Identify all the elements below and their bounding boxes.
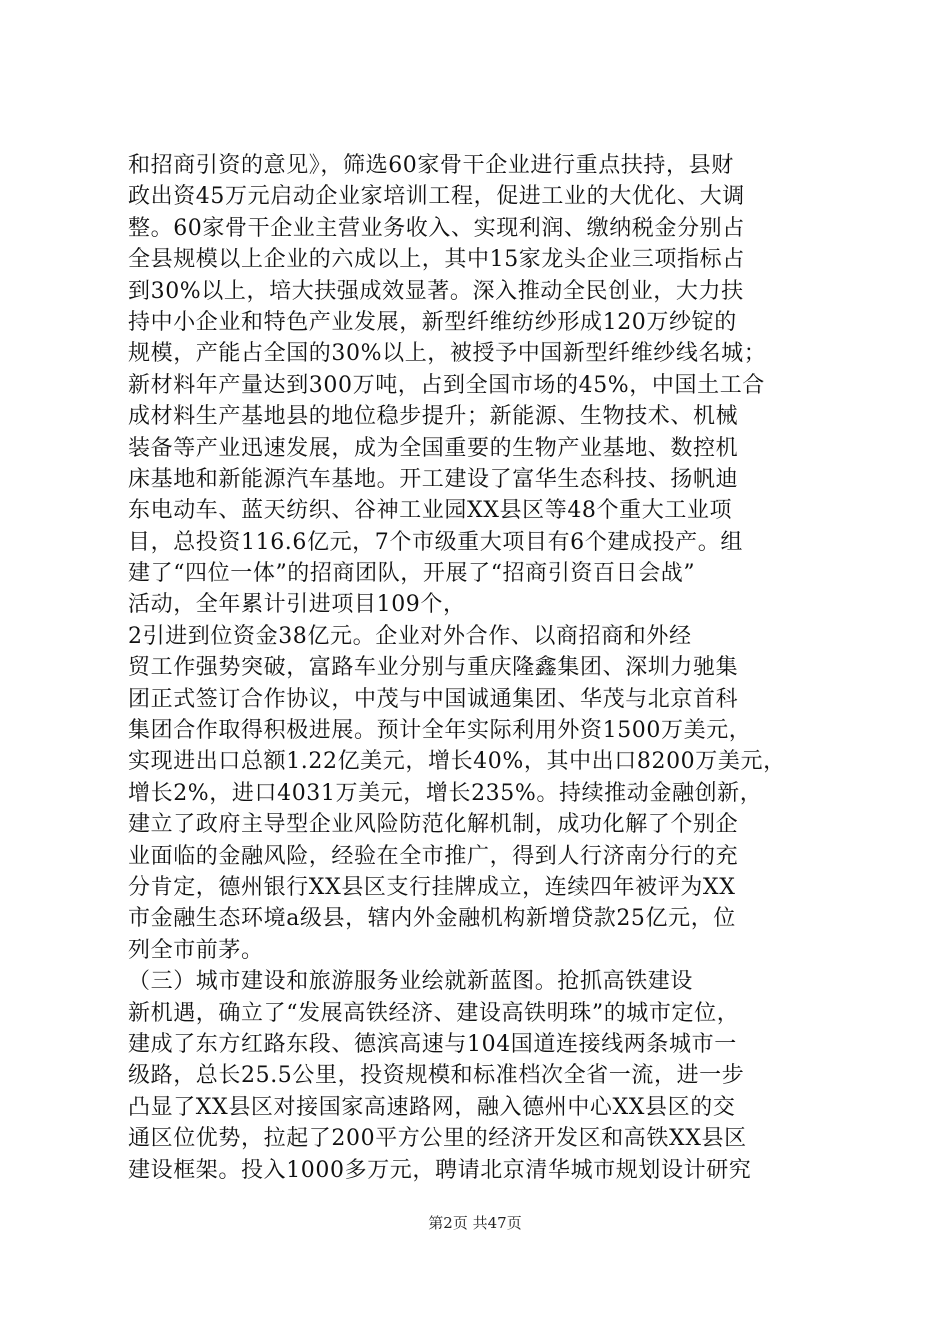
text-line: 实现进出口总额1.22亿美元，增长40%，其中出口8200万美元， [128,749,786,775]
text-line: 持中小企业和特色产业发展，新型纤维纺纱形成120万纱锭的 [128,309,737,335]
text-line: 活动，全年累计引进项目109个， [128,592,466,618]
text-line: 建了“四位一体”的招商团队，开展了“招商引资百日会战” [128,561,696,587]
page-number-footer: 第2页 共47页 [428,1214,522,1232]
text-line: 建设框架。投入1000多万元，聘请北京清华城市规划设计研究 [128,1157,752,1183]
text-line: 市金融生态环境a级县，辖内外金融机构新增贷款25亿元，位 [128,906,736,932]
text-line: 团正式签订合作协议，中茂与中国诚通集团、华茂与北京首科 [128,686,739,712]
text-line: 增长2%，进口4031万美元，增长235%。持续推动金融创新， [128,780,763,806]
text-line: 床基地和新能源汽车基地。开工建设了富华生态科技、扬帆迪 [128,466,739,492]
text-line: 新机遇，确立了“发展高铁经济、建设高铁明珠”的城市定位， [128,1000,740,1026]
text-line: 列全市前茅。 [128,937,264,963]
text-line: （三）城市建设和旅游服务业绘就新蓝图。抢抓高铁建设 [128,969,694,995]
body-text [128,150,828,1186]
text-line: 装备等产业迅速发展，成为全国重要的生物产业基地、数控机 [128,435,739,461]
text-line: 级路，总长25.5公里，投资规模和标准档次全省一流，进一步 [128,1063,745,1089]
text-line: 贸工作强势突破，富路车业分别与重庆隆鑫集团、深圳力驰集 [128,655,739,681]
text-line: 通区位优势，拉起了200平方公里的经济开发区和高铁XX县区 [128,1126,747,1152]
text-line: 到30%以上，培大扶强成效显著。深入推动全民创业，大力扶 [128,278,744,304]
text-line: 分肯定，德州银行XX县区支行挂牌成立，连续四年被评为XX [128,874,736,900]
text-line: 凸显了XX县区对接国家高速路网，融入德州中心XX县区的交 [128,1094,736,1120]
text-line: 整。60家骨干企业主营业务收入、实现利润、缴纳税金分别占 [128,215,745,241]
text-line: 2引进到位资金38亿元。企业对外合作、以商招商和外经 [128,623,692,649]
text-line: 建立了政府主导型企业风险防范化解机制，成功化解了个别企 [128,812,739,838]
text-line: 建成了东方红路东段、德滨高速与104国道连接线两条城市一 [128,1031,737,1057]
text-line: 规模，产能占全国的30%以上，被授予中国新型纤维纱线名城； [128,341,767,367]
text-line: 全县规模以上企业的六成以上，其中15家龙头企业三项指标占 [128,247,745,273]
text-line: 成材料生产基地县的地位稳步提升；新能源、生物技术、机械 [128,404,739,430]
text-line: 新材料年产量达到300万吨，占到全国市场的45%，中国土工合 [128,372,765,398]
text-line: 政出资45万元启动企业家培训工程，促进工业的大优化、大调 [128,184,745,210]
text-line: 业面临的金融风险，经验在全市推广，得到人行济南分行的充 [128,843,739,869]
text-line: 目，总投资116.6亿元，7个市级重大项目有6个建成投产。组 [128,529,743,555]
text-line: 东电动车、蓝天纺织、谷神工业园XX县区等48个重大工业项 [128,498,733,524]
text-line: 集团合作取得积极进展。预计全年实际利用外资1500万美元， [128,718,752,744]
text-line: 和招商引资的意见》，筛选60家骨干企业进行重点扶持，县财 [128,153,734,178]
